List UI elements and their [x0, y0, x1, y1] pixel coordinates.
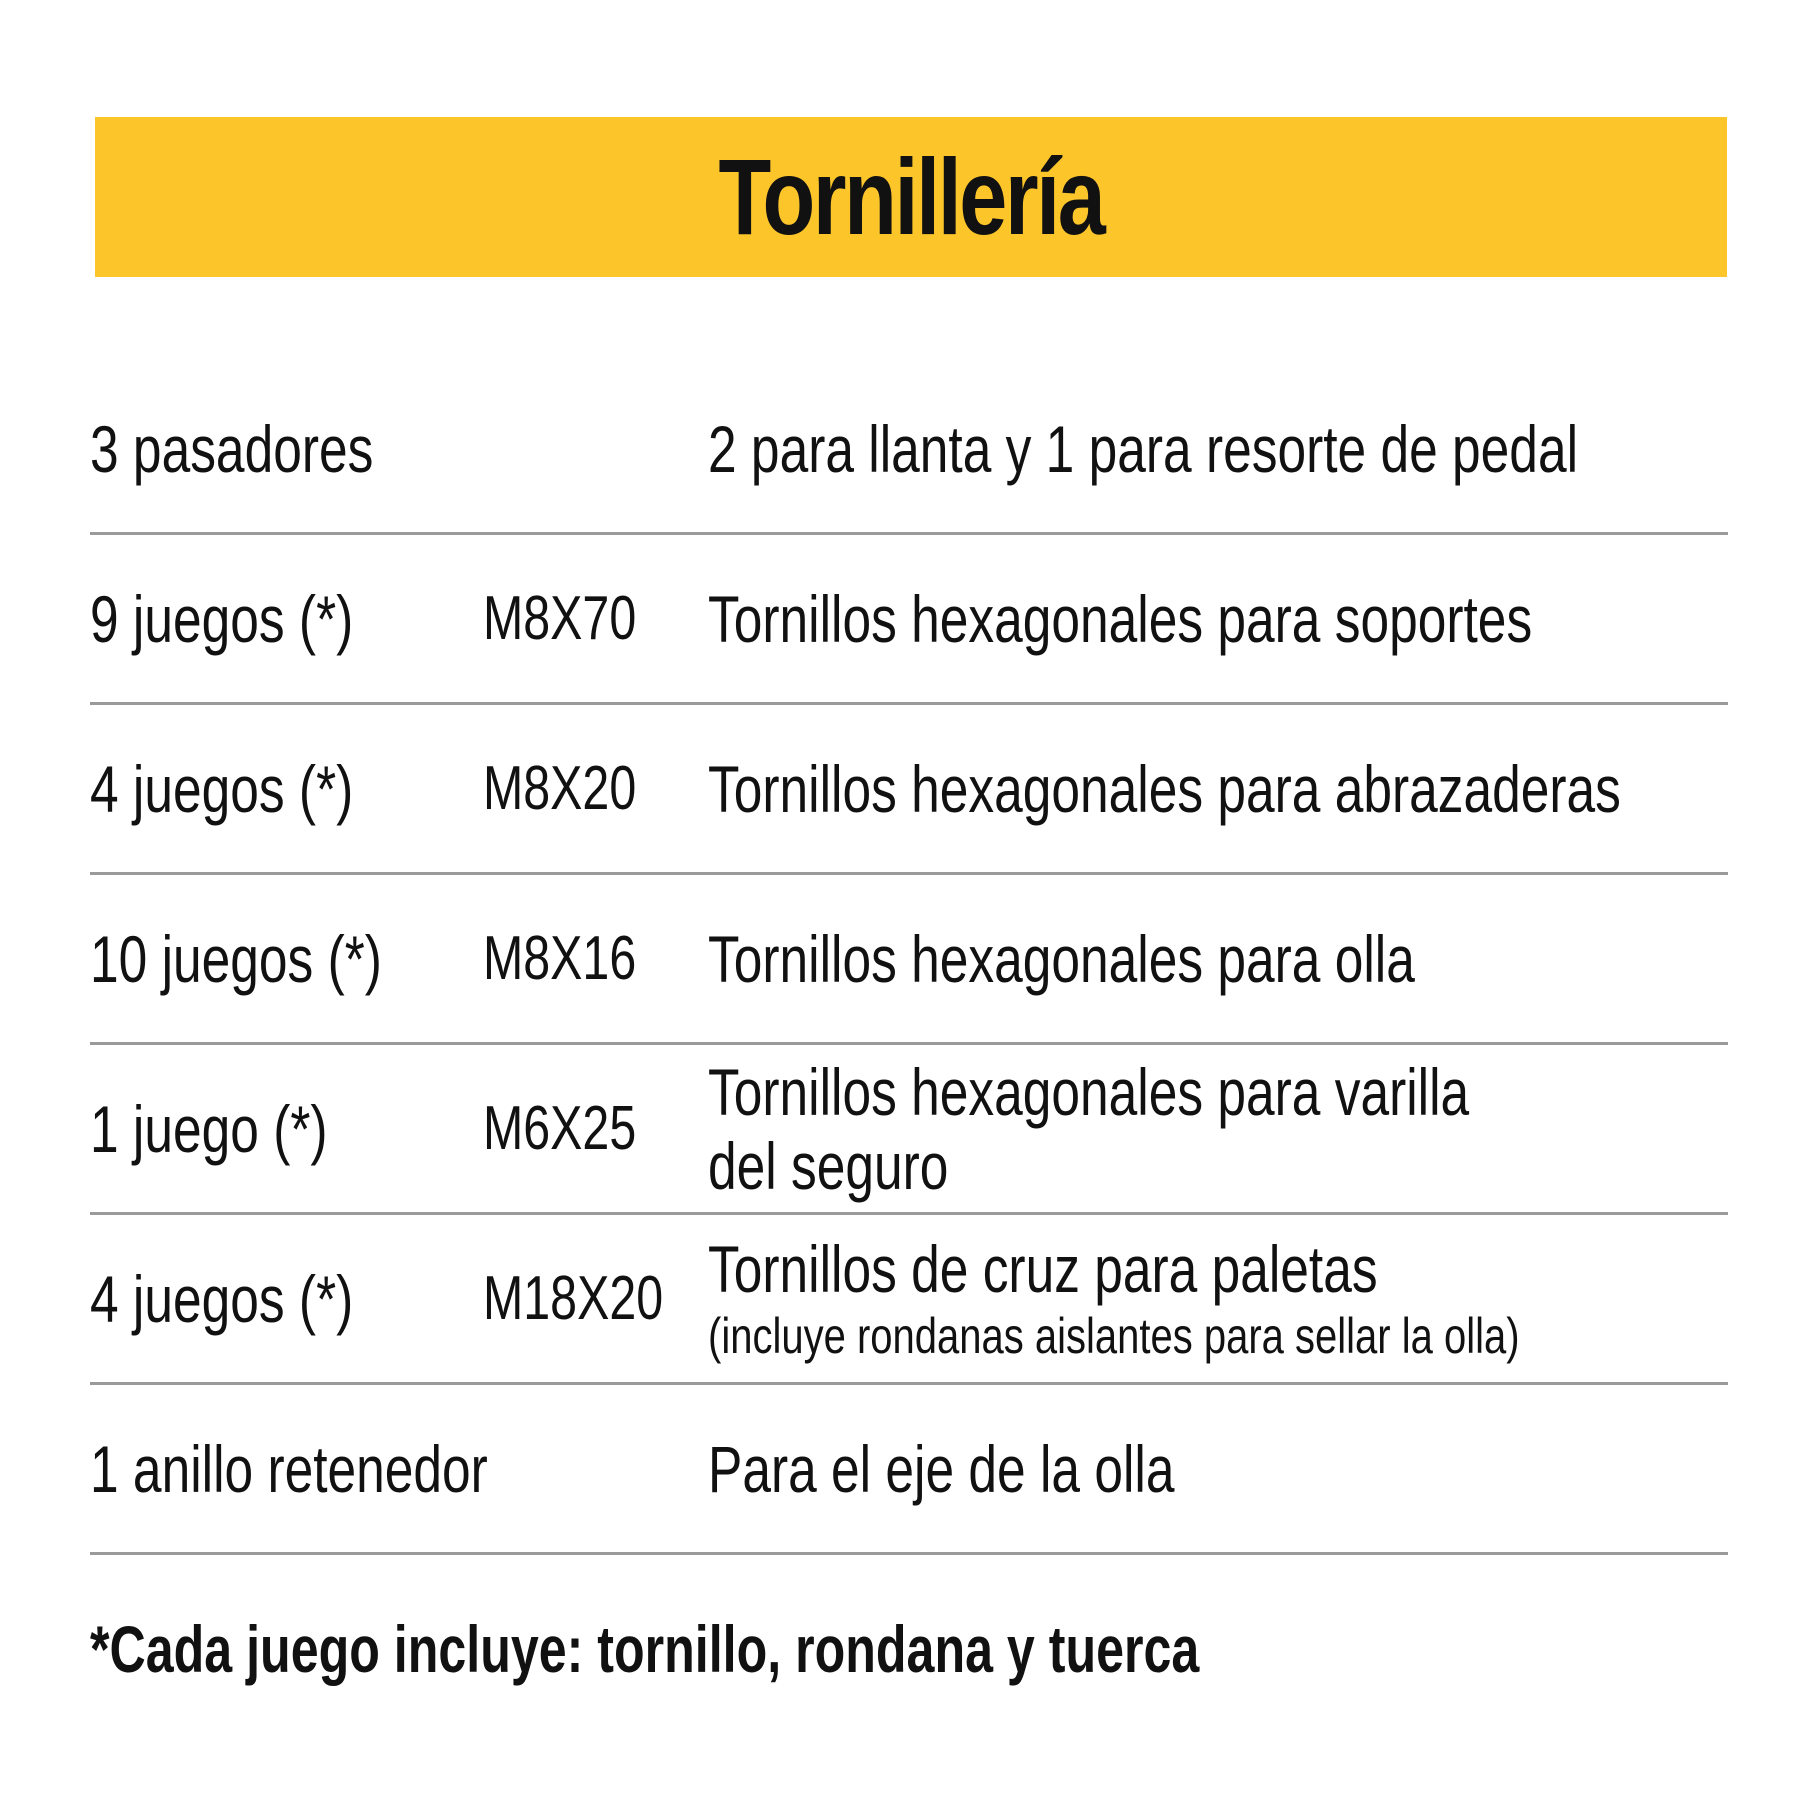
table-row	[90, 535, 1728, 705]
size-code-cell: M8X70	[483, 583, 637, 653]
size-code-cell: M8X20	[483, 753, 637, 823]
footnote	[90, 1612, 1550, 1686]
description-cell: Tornillos hexagonales para soportes	[708, 581, 1533, 656]
description-cell: Tornillos hexagonales para olla	[708, 921, 1415, 996]
table-row	[90, 1385, 1728, 1555]
size-code-cell: M18X20	[483, 1263, 664, 1333]
table-row	[90, 875, 1728, 1045]
table-row	[90, 365, 1728, 535]
description-cell: 2 para llanta y 1 para resorte de pedal	[708, 411, 1579, 486]
quantity-cell: 10 juegos (*)	[90, 921, 382, 996]
table-row	[90, 1045, 1728, 1215]
size-code-cell: M6X25	[483, 1093, 637, 1163]
description-cell: Tornillos hexagonales para varilla	[708, 1054, 1470, 1129]
hardware-table	[90, 365, 1728, 1555]
quantity-cell: 4 juegos (*)	[90, 751, 354, 826]
quantity-cell: 1 anillo retenedor	[90, 1431, 488, 1506]
description-cell: Tornillos de cruz para paletas	[708, 1231, 1378, 1306]
table-row	[90, 1215, 1728, 1385]
size-code-cell: M8X16	[483, 923, 637, 993]
table-row	[90, 705, 1728, 875]
description-continuation: del seguro	[708, 1128, 949, 1203]
description-cell: Tornillos hexagonales para abrazaderas	[708, 751, 1621, 826]
footnote-text: *Cada juego incluye: tornillo, rondana y tuerca	[90, 1612, 1200, 1686]
page-title: Tornillería	[718, 136, 1104, 257]
quantity-cell: 1 juego (*)	[90, 1091, 328, 1166]
title-banner	[95, 117, 1727, 277]
quantity-cell: 9 juegos (*)	[90, 581, 354, 656]
description-cell: Para el eje de la olla	[708, 1431, 1175, 1506]
quantity-cell: 3 pasadores	[90, 411, 374, 486]
description-note: (incluye rondanas aislantes para sellar la olla)	[708, 1307, 1520, 1364]
quantity-cell: 4 juegos (*)	[90, 1261, 354, 1336]
